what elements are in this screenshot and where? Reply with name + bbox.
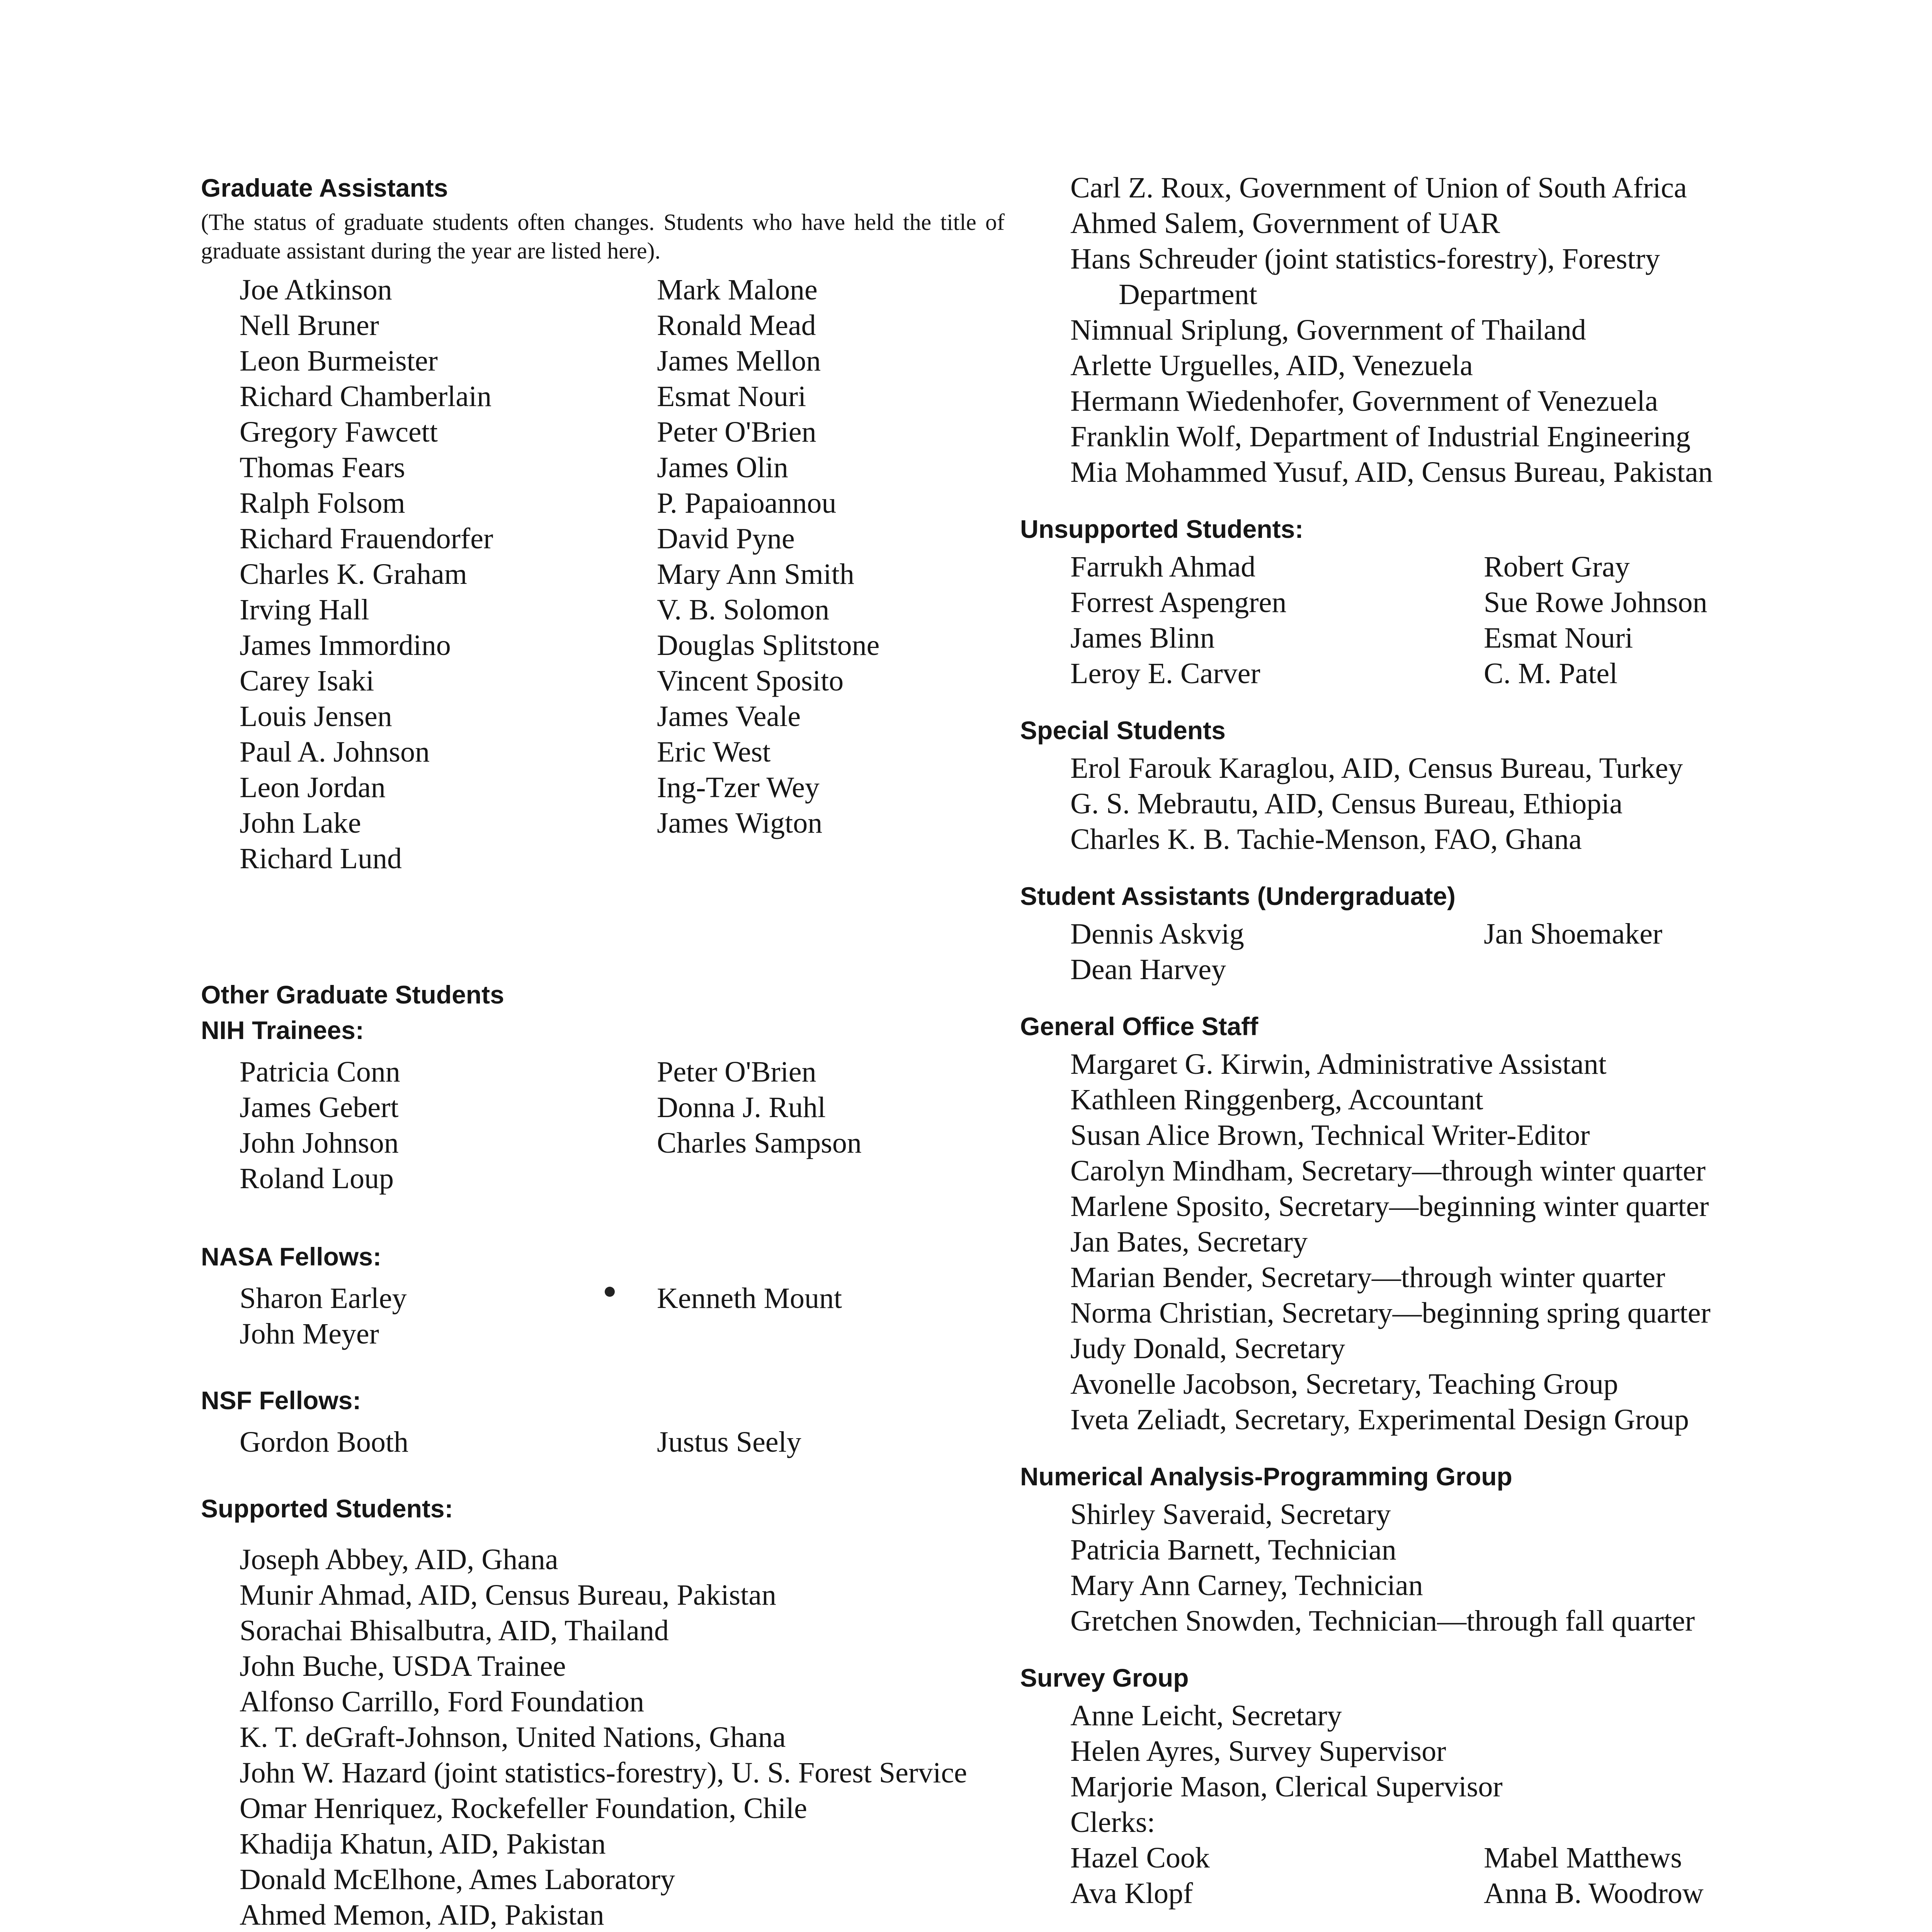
nsf-col1 (240, 1424, 657, 1460)
list-item: James Mellon (657, 345, 821, 377)
list-item: Joe Atkinson (240, 274, 392, 306)
list-item: Erol Farouk Karaglou, AID, Census Bureau, Turkey (1070, 752, 1683, 784)
list-item: G. S. Mebrautu, AID, Census Bureau, Ethiopia (1070, 787, 1623, 820)
list-item: Justus Seely (657, 1426, 801, 1458)
list-item: Gregory Fawcett (240, 416, 438, 448)
list-item: Forrest Aspengren (1070, 586, 1287, 619)
list-item: James Veale (657, 700, 801, 733)
unsupported-col2 (1484, 549, 1707, 691)
list-item: Dennis Askvig (1070, 918, 1244, 950)
list-item: John Lake (240, 807, 361, 839)
list-item: Sharon Earley (240, 1282, 407, 1315)
list-item: Charles K. Graham (240, 558, 467, 590)
list-item: V. B. Solomon (657, 594, 830, 626)
list-item: Kathleen Ringgenberg, Accountant (1070, 1083, 1483, 1116)
supported-students-list (201, 1542, 1005, 1932)
unsupported-list (1020, 549, 1801, 691)
list-item: Khadija Khatun, AID, Pakistan (240, 1828, 606, 1860)
nsf-list (201, 1424, 1005, 1460)
list-item: Donna J. Ruhl (657, 1091, 826, 1124)
list-item: Louis Jensen (240, 700, 392, 733)
graduate-assistants-note: (The status of graduate students often changes. Students who have held the title of graduate assistant during the year are listed here). (201, 209, 1005, 264)
list-item: Vincent Sposito (657, 665, 844, 697)
list-item: Ralph Folsom (240, 487, 405, 519)
list-item: Marlene Sposito, Secretary—beginning winter quarter (1070, 1190, 1709, 1223)
unsupported-students-heading: Unsupported Students: (1020, 515, 1304, 543)
list-item: Paul A. Johnson (240, 736, 430, 768)
list-item: Thomas Fears (240, 451, 405, 484)
list-item: Gordon Booth (240, 1426, 408, 1458)
list-item: Carey Isaki (240, 665, 374, 697)
list-item: James Immordino (240, 629, 451, 662)
list-item: Peter O'Brien (657, 1056, 816, 1088)
numerical-analysis-list (1020, 1497, 1801, 1639)
nsf-heading: NSF Fellows: (201, 1386, 361, 1415)
list-item: Mark Malone (657, 274, 818, 306)
clerks-col1 (1070, 1840, 1484, 1911)
list-item: Anne Leicht, Secretary (1070, 1699, 1342, 1732)
list-item: Ahmed Memon, AID, Pakistan (240, 1899, 604, 1931)
list-item: Marjorie Mason, Clerical Supervisor (1070, 1770, 1503, 1803)
student-assistants-list (1020, 916, 1801, 987)
list-item: Leon Jordan (240, 771, 386, 804)
nasa-col2 (657, 1281, 842, 1352)
list-item: Clerks: (1070, 1806, 1155, 1838)
list-item: Ronald Mead (657, 309, 816, 342)
list-item: Mary Ann Carney, Technician (1070, 1569, 1423, 1602)
list-item: Ava Klopf (1070, 1877, 1193, 1910)
student-assistants-col1 (1070, 916, 1484, 987)
office-staff-heading: General Office Staff (1020, 1012, 1259, 1041)
numerical-analysis-heading: Numerical Analysis-Programming Group (1020, 1462, 1512, 1491)
list-item: James Olin (657, 451, 788, 484)
list-item: Anna B. Woodrow (1484, 1877, 1704, 1910)
nih-col2 (657, 1054, 862, 1196)
survey-group-heading: Survey Group (1020, 1663, 1189, 1692)
list-item: Peter O'Brien (657, 416, 816, 448)
list-item: Jan Bates, Secretary (1070, 1226, 1308, 1258)
list-item: John Johnson (240, 1127, 399, 1159)
list-item: Patricia Barnett, Technician (1070, 1534, 1396, 1566)
list-item: James Gebert (240, 1091, 399, 1124)
list-item: Mia Mohammed Yusuf, AID, Census Bureau, Pakistan (1070, 456, 1713, 488)
left-column (201, 170, 1005, 1932)
list-item: Esmat Nouri (657, 380, 806, 413)
list-item: Esmat Nouri (1484, 622, 1633, 654)
list-item: Hans Schreuder (joint statistics-forestry), Forestry Department (1070, 243, 1660, 311)
list-item: Margaret G. Kirwin, Administrative Assistant (1070, 1048, 1607, 1080)
list-item: Munir Ahmad, AID, Census Bureau, Pakistan (240, 1579, 777, 1611)
list-item: Roland Loup (240, 1162, 394, 1195)
list-item: Nimnual Sriplung, Government of Thailand (1070, 314, 1586, 346)
nasa-list (201, 1281, 1005, 1352)
list-item: Shirley Saveraid, Secretary (1070, 1498, 1391, 1531)
graduate-assistants-col2 (657, 272, 879, 876)
list-item: James Blinn (1070, 622, 1215, 654)
survey-group-list (1020, 1698, 1801, 1840)
list-item: Robert Gray (1484, 551, 1630, 583)
list-item: John W. Hazard (joint statistics-forestry), U. S. Forest Service (240, 1757, 967, 1789)
office-staff-list (1020, 1046, 1801, 1437)
list-item: Ahmed Salem, Government of UAR (1070, 207, 1500, 240)
nsf-col2 (657, 1424, 801, 1460)
list-item: Susan Alice Brown, Technical Writer-Editor (1070, 1119, 1590, 1151)
student-assistants-col2 (1484, 916, 1662, 987)
other-graduate-students-heading: Other Graduate Students (201, 980, 504, 1009)
list-item: Leroy E. Carver (1070, 657, 1260, 690)
supported-students-continued (1020, 170, 1801, 490)
list-item: Norma Christian, Secretary—beginning spring quarter (1070, 1297, 1711, 1329)
list-item: Alfonso Carrillo, Ford Foundation (240, 1685, 645, 1718)
list-item: Nell Bruner (240, 309, 379, 342)
list-item: Donald McElhone, Ames Laboratory (240, 1863, 675, 1896)
right-column (1020, 170, 1801, 1911)
list-item: Sorachai Bhisalbutra, AID, Thailand (240, 1614, 669, 1647)
graduate-assistants-heading: Graduate Assistants (201, 173, 448, 202)
list-item: Charles K. B. Tachie-Menson, FAO, Ghana (1070, 823, 1582, 855)
clerks-col2 (1484, 1840, 1704, 1911)
list-item: Eric West (657, 736, 771, 768)
nasa-heading: NASA Fellows: (201, 1242, 381, 1271)
list-item: Patricia Conn (240, 1056, 400, 1088)
list-item: Hermann Wiedenhofer, Government of Venezuela (1070, 385, 1658, 417)
supported-students-heading: Supported Students: (201, 1494, 453, 1523)
list-item: Charles Sampson (657, 1127, 862, 1159)
list-item: John Buche, USDA Trainee (240, 1650, 566, 1682)
list-item: Richard Lund (240, 842, 402, 875)
list-item: Richard Chamberlain (240, 380, 492, 413)
graduate-assistants-col1 (240, 272, 657, 876)
list-item: Iveta Zeliadt, Secretary, Experimental Design Group (1070, 1403, 1689, 1436)
clerks-list (1020, 1840, 1801, 1911)
list-item: Carl Z. Roux, Government of Union of South Africa (1070, 172, 1687, 204)
list-item: Omar Henriquez, Rockefeller Foundation, Chile (240, 1792, 807, 1825)
list-item: Ing-Tzer Wey (657, 771, 820, 804)
list-item: Avonelle Jacobson, Secretary, Teaching Group (1070, 1368, 1618, 1400)
list-item: P. Papaioannou (657, 487, 837, 519)
list-item: C. M. Patel (1484, 657, 1618, 690)
graduate-assistants-list (201, 272, 1005, 876)
list-item: Judy Donald, Secretary (1070, 1332, 1345, 1365)
list-item: James Wigton (657, 807, 823, 839)
list-item: Carolyn Mindham, Secretary—through winter quarter (1070, 1155, 1706, 1187)
list-item: K. T. deGraft-Johnson, United Nations, Ghana (240, 1721, 786, 1753)
list-item: Irving Hall (240, 594, 369, 626)
nih-heading: NIH Trainees: (201, 1016, 364, 1044)
list-item: John Meyer (240, 1318, 379, 1350)
list-item: Kenneth Mount (657, 1282, 842, 1315)
list-item: Jan Shoemaker (1484, 918, 1663, 950)
list-item: Richard Frauendorfer (240, 522, 493, 555)
special-students-list (1020, 750, 1801, 857)
list-item: Farrukh Ahmad (1070, 551, 1256, 583)
unsupported-col1 (1070, 549, 1484, 691)
list-item: Mary Ann Smith (657, 558, 854, 590)
list-item: Douglas Splitstone (657, 629, 880, 662)
nih-list (201, 1054, 1005, 1196)
list-item: Arlette Urguelles, AID, Venezuela (1070, 349, 1473, 382)
special-students-heading: Special Students (1020, 716, 1226, 745)
student-assistants-heading: Student Assistants (Undergraduate) (1020, 882, 1456, 910)
list-item: Mabel Matthews (1484, 1842, 1682, 1874)
list-item: Marian Bender, Secretary—through winter quarter (1070, 1261, 1665, 1294)
nasa-col1 (240, 1281, 657, 1352)
list-item: David Pyne (657, 522, 795, 555)
list-item: Dean Harvey (1070, 953, 1226, 986)
list-item: Joseph Abbey, AID, Ghana (240, 1543, 558, 1576)
list-item: Helen Ayres, Survey Supervisor (1070, 1735, 1446, 1767)
list-item: Hazel Cook (1070, 1842, 1210, 1874)
list-item: Leon Burmeister (240, 345, 438, 377)
list-item: Sue Rowe Johnson (1484, 586, 1708, 619)
list-item: Gretchen Snowden, Technician—through fall quarter (1070, 1605, 1695, 1637)
nih-col1 (240, 1054, 657, 1196)
list-item: Franklin Wolf, Department of Industrial Engineering (1070, 420, 1690, 453)
